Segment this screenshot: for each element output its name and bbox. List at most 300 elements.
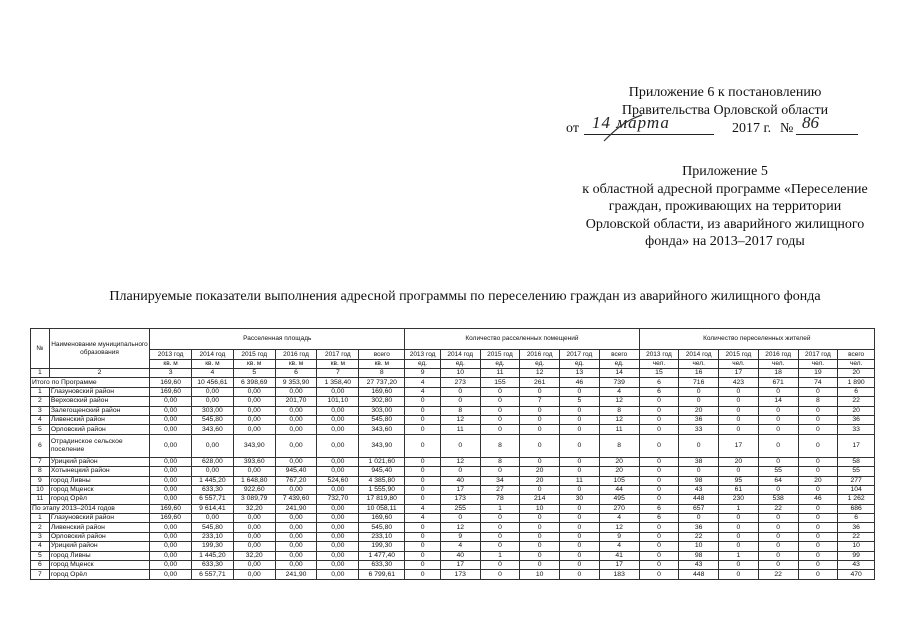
table-cell: 5 (560, 397, 600, 406)
table-cell: 20 (520, 467, 560, 476)
table-cell: 4 385,80 (359, 476, 405, 485)
table-cell: 0,00 (150, 467, 192, 476)
table-cell: 0 (405, 561, 441, 570)
table-cell: 0,00 (150, 495, 192, 504)
table-cell: 0 (719, 523, 759, 532)
table-cell: 6 (639, 378, 679, 387)
row-number: 4 (31, 415, 50, 424)
table-cell: 0 (520, 406, 560, 415)
table-cell: 98 (679, 476, 719, 485)
table-cell: 36 (679, 523, 719, 532)
table-cell: 30 (560, 495, 600, 504)
table-row (31, 542, 875, 551)
table-row (31, 387, 875, 396)
table-cell: 3 089,79 (233, 495, 275, 504)
table-cell: 199,30 (192, 542, 234, 551)
table-cell: 230 (719, 495, 759, 504)
table-cell: 0 (405, 425, 441, 434)
table-cell: 0,00 (150, 523, 192, 532)
table-cell: 0 (639, 425, 679, 434)
table-cell: 0 (480, 542, 520, 551)
table-cell: 0 (520, 425, 560, 434)
number-handwritten: 86 (802, 113, 819, 132)
table-cell: 214 (520, 495, 560, 504)
table-cell: 55 (758, 467, 798, 476)
table-cell: 17 (838, 434, 875, 457)
table-cell: 11 (560, 476, 600, 485)
table-cell: 0 (639, 561, 679, 570)
table-cell: 633,30 (359, 561, 405, 570)
table-cell: 12 (599, 523, 639, 532)
table-cell: 0 (405, 542, 441, 551)
table-row (31, 570, 875, 579)
table-cell: 0 (480, 532, 520, 541)
head-years-row (31, 350, 875, 360)
table-cell: 6 557,71 (192, 570, 234, 579)
table-cell: 0,00 (275, 457, 317, 466)
table-cell: 8 (599, 406, 639, 415)
table-cell: 273 (440, 378, 480, 387)
head-year-rooms: всего (599, 350, 639, 360)
table-cell: 0,00 (317, 514, 359, 523)
table-cell: 183 (599, 570, 639, 579)
row-municipality: Глазуновский район (49, 514, 149, 523)
table-row (31, 378, 875, 387)
table-cell: 393,60 (233, 457, 275, 466)
table-cell: 0 (758, 561, 798, 570)
table-cell: 0 (560, 387, 600, 396)
table-cell: 4 (440, 542, 480, 551)
table-cell: 657 (679, 504, 719, 513)
table-cell: 173 (440, 570, 480, 579)
head-unit-rooms: ед. (405, 360, 441, 369)
table-cell: 8 (599, 434, 639, 457)
document-title: Планируемые показатели выполнения адресной программы по переселению граждан из аварийного жилищного фонда (109, 289, 821, 304)
table-cell: 0 (639, 397, 679, 406)
table-cell: 11 (599, 425, 639, 434)
table-cell: 1 (480, 504, 520, 513)
table-cell: 0,00 (275, 387, 317, 396)
head-year-area: всего (359, 350, 405, 360)
column-number-cell: 3 (150, 369, 192, 378)
column-number-cell: 16 (679, 369, 719, 378)
table-cell: 4 (599, 387, 639, 396)
table-cell: 945,40 (275, 467, 317, 476)
head-unit-area: кв. м (275, 360, 317, 369)
table-cell: 0,00 (317, 561, 359, 570)
table-cell: 545,80 (192, 415, 234, 424)
table-cell: 922,60 (233, 485, 275, 494)
table-cell: 0 (758, 485, 798, 494)
head-unit-area: кв. м (192, 360, 234, 369)
table-cell: 0,00 (317, 570, 359, 579)
table-cell: 0 (639, 542, 679, 551)
date-year: 2017 г. (732, 121, 772, 136)
table-cell: 1 445,20 (192, 476, 234, 485)
table-cell: 739 (599, 378, 639, 387)
table-cell: 17 (719, 434, 759, 457)
table-cell: 41 (599, 551, 639, 560)
table-cell: 0 (560, 504, 600, 513)
head-group-people: Количество переселенных жителей (639, 329, 874, 350)
table-cell: 0 (639, 532, 679, 541)
table-cell: 201,70 (275, 397, 317, 406)
table-cell: 10 (520, 504, 560, 513)
table-cell: 633,30 (192, 561, 234, 570)
table-cell: 0,00 (317, 425, 359, 434)
head-unit-rooms: ед. (520, 360, 560, 369)
table-cell: 0 (719, 425, 759, 434)
table-row (31, 397, 875, 406)
row-number: 2 (31, 523, 50, 532)
table-cell: 0,00 (233, 406, 275, 415)
table-row (31, 425, 875, 434)
table-cell: 0,00 (192, 514, 234, 523)
table-row (31, 514, 875, 523)
table-cell: 0 (639, 434, 679, 457)
table-row (31, 561, 875, 570)
table-cell: 732,70 (317, 495, 359, 504)
table-row (31, 457, 875, 466)
table-cell: 633,30 (192, 485, 234, 494)
row-number: 3 (31, 406, 50, 415)
table-cell: 1 262 (838, 495, 875, 504)
table-cell: 0 (798, 406, 838, 415)
table-cell: 0,00 (150, 415, 192, 424)
table-cell: 0 (560, 406, 600, 415)
head-unit-area: кв. м (317, 360, 359, 369)
table-cell: 0 (520, 551, 560, 560)
table-cell: 0,00 (233, 570, 275, 579)
table-cell: 169,60 (150, 387, 192, 396)
table-cell: 0 (679, 397, 719, 406)
column-number-cell: 13 (560, 369, 600, 378)
table-cell: 0,00 (317, 415, 359, 424)
table-cell: 0 (405, 476, 441, 485)
table-cell: 0 (719, 561, 759, 570)
table-cell: 545,80 (359, 523, 405, 532)
table-cell: 0 (758, 434, 798, 457)
table-cell: 17 819,80 (359, 495, 405, 504)
table-cell: 0 (679, 387, 719, 396)
table-cell: 255 (440, 504, 480, 513)
table-cell: 10 058,11 (359, 504, 405, 513)
table-cell: 0 (405, 406, 441, 415)
row-number: 6 (31, 434, 50, 457)
table-cell: 0 (758, 514, 798, 523)
table-cell: 0 (798, 551, 838, 560)
head-unit-people: чел. (679, 360, 719, 369)
table-cell: 0 (719, 532, 759, 541)
row-number: 5 (31, 425, 50, 434)
table-cell: 0,00 (317, 523, 359, 532)
table-cell: 470 (838, 570, 875, 579)
table-cell: 0 (798, 387, 838, 396)
table-cell: 169,60 (359, 387, 405, 396)
table-cell: 0 (798, 523, 838, 532)
table-cell: 0 (560, 523, 600, 532)
table-cell: 0 (560, 551, 600, 560)
table-cell: 34 (480, 476, 520, 485)
table-cell: 98 (679, 551, 719, 560)
head-name: Наименование муниципального образования (49, 329, 149, 369)
table-row (31, 476, 875, 485)
table-cell: 0 (560, 514, 600, 523)
table-cell: 0 (480, 406, 520, 415)
column-number-cell: 18 (758, 369, 798, 378)
table-cell: 0 (679, 514, 719, 523)
table-cell: 0 (520, 434, 560, 457)
table-cell: 169,60 (150, 378, 192, 387)
table-cell: 0,00 (275, 406, 317, 415)
row-municipality: Верховский район (49, 397, 149, 406)
table-cell: 4 (599, 514, 639, 523)
table-cell: 0 (520, 532, 560, 541)
row-number: 1 (31, 514, 50, 523)
table-cell: 0,00 (317, 387, 359, 396)
table-cell: 0 (679, 467, 719, 476)
table-cell: 0 (480, 514, 520, 523)
table-cell: 0 (440, 434, 480, 457)
table-cell: 40 (440, 476, 480, 485)
table-cell: 4 (405, 387, 441, 396)
table-cell: 38 (679, 457, 719, 466)
table-cell: 0,00 (233, 561, 275, 570)
appendix5-line4: Орловской области, из аварийного жилищного (585, 216, 865, 232)
table-cell: 0 (719, 467, 759, 476)
head-num: № (31, 329, 50, 369)
table-cell: 0,00 (275, 415, 317, 424)
table-body (31, 369, 875, 580)
table-cell: 0 (480, 523, 520, 532)
table-cell: 155 (480, 378, 520, 387)
table-cell: 0,00 (233, 415, 275, 424)
table-cell: 1 648,80 (233, 476, 275, 485)
table-cell: 43 (679, 561, 719, 570)
table-cell: 0 (560, 561, 600, 570)
table-cell: 0,00 (317, 551, 359, 560)
table-cell: 0,00 (150, 561, 192, 570)
head-year-people: 2017 год (798, 350, 838, 360)
table-cell: 0 (520, 523, 560, 532)
appendix5-line3: граждан, проживающих на территории (608, 199, 842, 214)
table-cell: 1 555,90 (359, 485, 405, 494)
table-cell: 0 (440, 387, 480, 396)
table-cell: 0,00 (150, 551, 192, 560)
table-cell: 169,60 (359, 514, 405, 523)
table-cell: 0,00 (275, 551, 317, 560)
head-unit-people: чел. (639, 360, 679, 369)
row-number: 3 (31, 532, 50, 541)
table-cell: 0 (560, 570, 600, 579)
column-number-cell: 12 (520, 369, 560, 378)
row-number: 7 (31, 457, 50, 466)
row-number: 9 (31, 476, 50, 485)
table-cell: 0 (520, 415, 560, 424)
table-cell: 448 (679, 495, 719, 504)
table-cell: 0 (758, 457, 798, 466)
table-cell: 6 398,69 (233, 378, 275, 387)
head-year-rooms: 2017 год (560, 350, 600, 360)
table-cell: 12 (440, 523, 480, 532)
table-cell: 0 (798, 415, 838, 424)
table-cell: 22 (679, 532, 719, 541)
table-cell: 343,60 (359, 425, 405, 434)
table-cell: 0,00 (233, 397, 275, 406)
column-number-cell: 2 (49, 369, 149, 378)
table-cell: 0 (405, 415, 441, 424)
row-municipality: Залегощенский район (49, 406, 149, 415)
table-cell: 0 (520, 561, 560, 570)
table-cell: 0 (798, 570, 838, 579)
table-cell: 169,60 (150, 504, 192, 513)
table-cell: 12 (599, 415, 639, 424)
table-cell: 43 (838, 561, 875, 570)
table-cell: 0 (520, 514, 560, 523)
table-cell: 0 (639, 570, 679, 579)
table-cell: 61 (719, 485, 759, 494)
table-cell: 9 614,41 (192, 504, 234, 513)
table-cell: 6 (639, 504, 679, 513)
table-cell: 7 (520, 397, 560, 406)
date-prefix: от (566, 121, 579, 136)
table-cell: 0,00 (150, 434, 192, 457)
head-year-people: 2013 год (639, 350, 679, 360)
row-number: 1 (31, 387, 50, 396)
table-cell: 233,10 (192, 532, 234, 541)
appendix5-line2: к областной адресной программе «Переселение (582, 181, 868, 197)
head-year-rooms: 2014 год (440, 350, 480, 360)
table-row (31, 467, 875, 476)
table-cell: 0 (405, 485, 441, 494)
table-cell: 101,10 (317, 397, 359, 406)
row-municipality: Урицкий район (49, 457, 149, 466)
row-number: 2 (31, 397, 50, 406)
table-cell: 671 (758, 378, 798, 387)
table-cell: 0,00 (150, 425, 192, 434)
table-cell: 4 (405, 514, 441, 523)
table-cell: 0,00 (233, 514, 275, 523)
table-cell: 0 (480, 397, 520, 406)
table-cell: 767,20 (275, 476, 317, 485)
table-cell: 0 (405, 495, 441, 504)
table-cell: 0 (798, 425, 838, 434)
table-cell: 0 (480, 467, 520, 476)
table-cell: 20 (520, 476, 560, 485)
column-number-cell: 19 (798, 369, 838, 378)
table-cell: 0 (480, 415, 520, 424)
table-cell: 0 (405, 397, 441, 406)
table-cell: 20 (798, 476, 838, 485)
table-cell: 1 (719, 551, 759, 560)
table-cell: 0,00 (317, 504, 359, 513)
number-sign: № (780, 121, 794, 136)
column-number-cell: 6 (275, 369, 317, 378)
head-year-people: 2015 год (719, 350, 759, 360)
row-municipality: город Орёл (49, 570, 149, 579)
table-cell: 20 (719, 457, 759, 466)
column-number-cell: 14 (599, 369, 639, 378)
table-cell: 0 (758, 551, 798, 560)
table-cell: 43 (679, 485, 719, 494)
indicators-table (30, 328, 875, 580)
table-cell: 1 477,40 (359, 551, 405, 560)
table-cell: 36 (838, 523, 875, 532)
table-cell: 4 (599, 542, 639, 551)
head-year-area: 2016 год (275, 350, 317, 360)
table-cell: 0,00 (275, 523, 317, 532)
head-unit-people: чел. (758, 360, 798, 369)
table-cell: 9 (440, 532, 480, 541)
table-cell: 0,00 (233, 425, 275, 434)
table-cell: 105 (599, 476, 639, 485)
table-cell: 10 456,61 (192, 378, 234, 387)
table-cell: 0 (480, 570, 520, 579)
table-row (31, 406, 875, 415)
table-cell: 0 (758, 425, 798, 434)
row-number: 6 (31, 561, 50, 570)
table-cell: 0,00 (150, 406, 192, 415)
table-cell: 716 (679, 378, 719, 387)
table-cell: 0 (405, 532, 441, 541)
head-year-rooms: 2013 год (405, 350, 441, 360)
table-cell: 0,00 (192, 467, 234, 476)
table-cell: 303,00 (359, 406, 405, 415)
table-cell: 55 (838, 467, 875, 476)
table-cell: 0 (520, 387, 560, 396)
table-cell: 343,90 (233, 434, 275, 457)
table-cell: 448 (679, 570, 719, 579)
head-unit-people: чел. (838, 360, 875, 369)
head-year-area: 2015 год (233, 350, 275, 360)
table-cell: 0,00 (275, 434, 317, 457)
head-year-area: 2014 год (192, 350, 234, 360)
table-cell: 0 (560, 457, 600, 466)
table-cell: 0 (798, 457, 838, 466)
table-cell: 0,00 (150, 485, 192, 494)
table-cell: 32,20 (233, 551, 275, 560)
column-number-cell: 7 (317, 369, 359, 378)
column-number-cell: 8 (359, 369, 405, 378)
table-cell: 0 (798, 532, 838, 541)
row-number: 4 (31, 542, 50, 551)
table-cell: 169,60 (150, 514, 192, 523)
signature-flourish (594, 113, 664, 145)
table-row (31, 495, 875, 504)
table-cell: 241,90 (275, 504, 317, 513)
table-cell: 0 (520, 485, 560, 494)
table-cell: 423 (719, 378, 759, 387)
head-unit-rooms: ед. (599, 360, 639, 369)
table-cell: 0 (719, 397, 759, 406)
table-row (31, 415, 875, 424)
column-number-cell: 4 (192, 369, 234, 378)
table-cell: 6 (838, 514, 875, 523)
table-cell: 12 (440, 415, 480, 424)
column-number-cell: 20 (838, 369, 875, 378)
table-cell: 0,00 (233, 387, 275, 396)
column-number-cell: 10 (440, 369, 480, 378)
table-cell: 0 (719, 415, 759, 424)
table-cell: 0,00 (150, 542, 192, 551)
table-cell: 0,00 (275, 425, 317, 434)
table-cell: 10 (679, 542, 719, 551)
table-cell: 95 (719, 476, 759, 485)
table-cell: 0 (798, 561, 838, 570)
table-cell: 17 (599, 561, 639, 570)
table-cell: 0 (405, 434, 441, 457)
table-cell: 10 (838, 542, 875, 551)
